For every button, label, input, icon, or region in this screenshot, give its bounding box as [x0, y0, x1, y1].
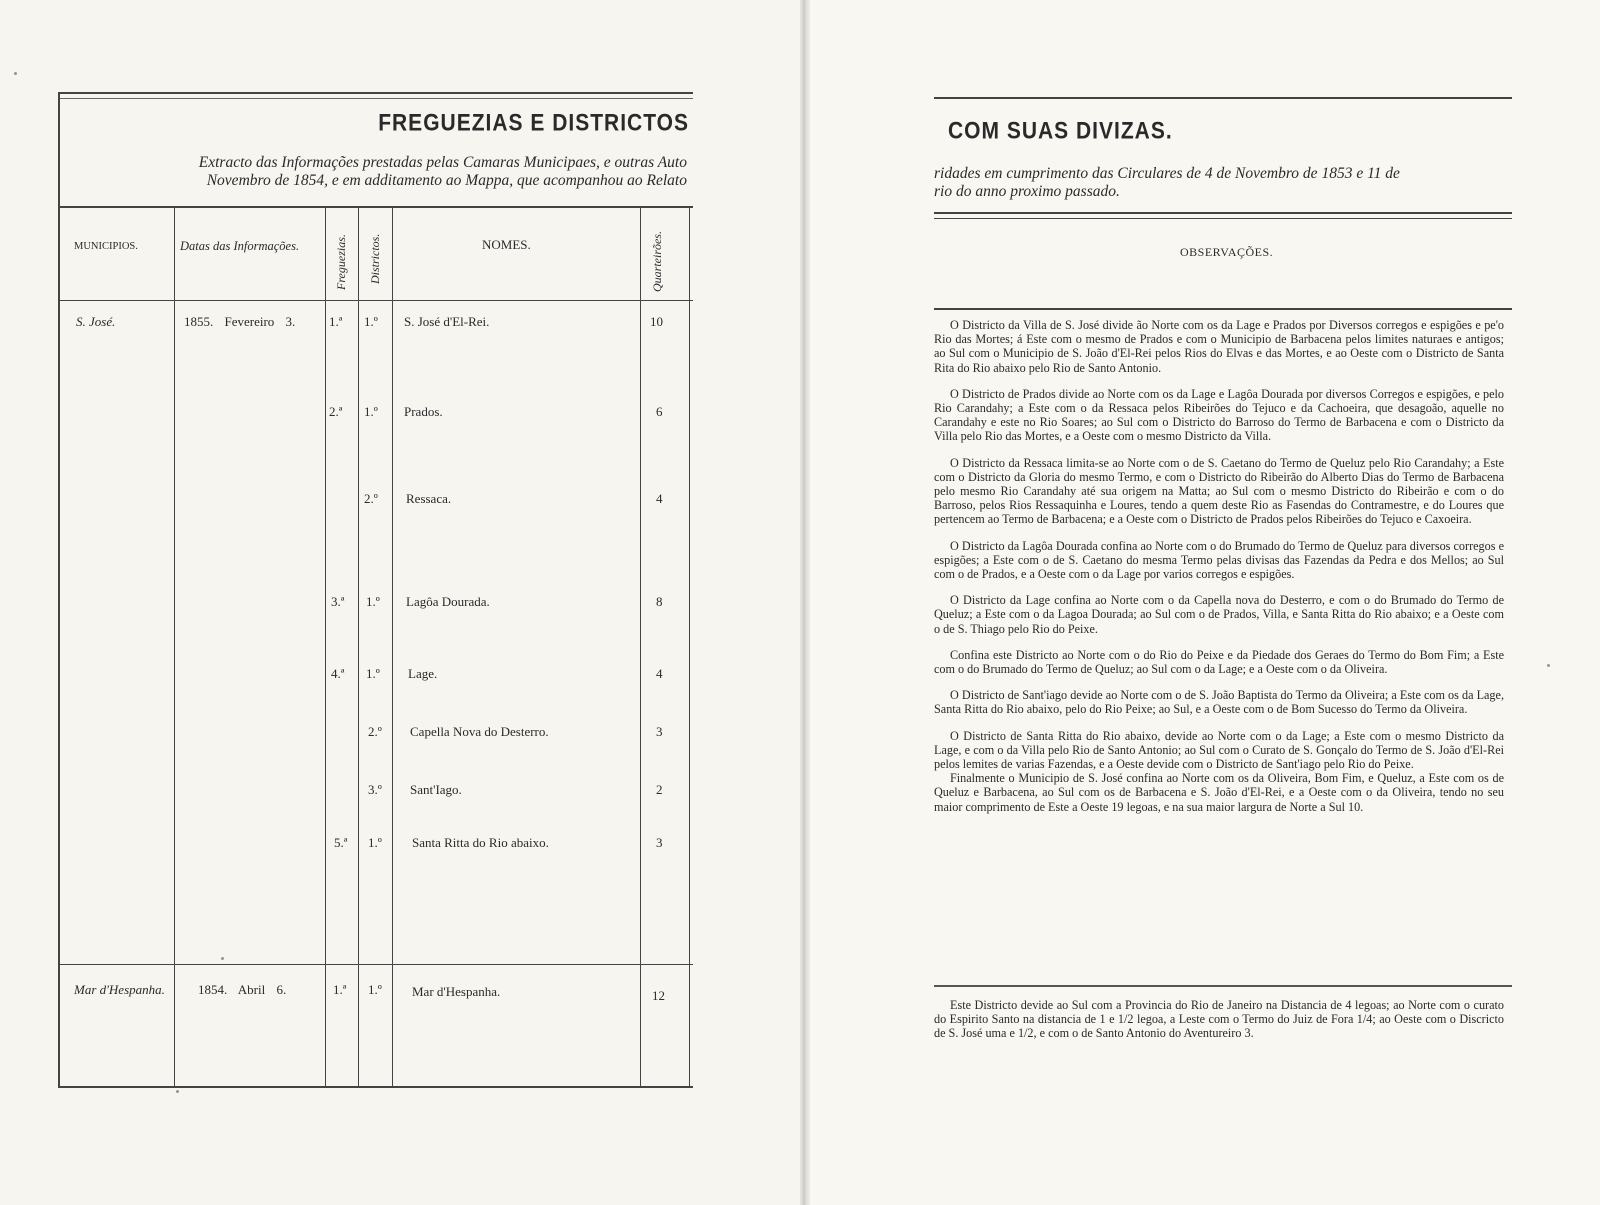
- right-header-bottom-rule: [934, 308, 1512, 310]
- ink-speck: [1547, 664, 1550, 667]
- header-districtos: Districtos.: [368, 233, 382, 284]
- cell-quarteiroes: 4: [656, 666, 663, 681]
- cell-freguezia: 1.ª: [333, 982, 347, 997]
- right-page-subtitle: [934, 165, 1400, 201]
- cell-nome: Mar d'Hespanha.: [412, 984, 501, 999]
- observacao-paragraph: Este Districto devide ao Sul com a Provincia do Rio de Janeiro na Distancia de 4 legoas; ao Norte com o curato do Espirito Santo na distancia de 1 e 1/2 legoa, a Leste com o Termo do Juiz de Fora 1/4; ao Oeste com o Discricto de S. José uma e 1/2, e com o de Santo Antonio do Aventureiro 3.: [934, 998, 1504, 1041]
- double-rule: [60, 98, 693, 99]
- observacao-paragraph: O Districto de Santa Ritta do Rio abaixo, devide ao Norte com o da Lage; a Este com o mesmo Districto da Lage, e com o da Villa pelo Rio de Santo Antonio; ao Sul com o Curato de S. Gonçalo do Termo de S. João d'El-Rei pelos lemites de varias Fazendas, e a Oeste devide com o Districto de Sant'iago pelo Rio do Peixe.: [934, 728, 1504, 772]
- cell-districto: 1.º: [366, 666, 380, 681]
- observacao-paragraph: O Districto da Villa de S. José divide ão Norte com os da Lage e Prados por Diversos corregos e espigões e pe'o Rio das Mortes; á Este com o mesmo de Prados e com o Municipio de Barbacena pelos limites naturaes e antigos; ao Sul com o Municipio de S. João d'El-Rei pelos Rios do Elvas e das Mortes, e ao Oeste com o Districto de Santa Rita do Rio abaixo pelo Rio de Santo Antonio.: [934, 318, 1504, 375]
- mar-hespanha-observacao: [934, 998, 1504, 1053]
- cell-quarteiroes: 3: [656, 835, 663, 850]
- cell-freguezia: 1.ª: [329, 314, 343, 329]
- freguezias-table: [58, 92, 693, 1088]
- cell-districto: 1.º: [368, 835, 382, 850]
- cell-quarteiroes: 3: [656, 724, 663, 739]
- observacoes-text: [934, 318, 1504, 826]
- col-divider: [640, 208, 641, 1086]
- cell-municipio: S. José.: [76, 314, 116, 329]
- cell-nome: S. José d'El-Rei.: [404, 314, 490, 329]
- book-gutter: [800, 0, 810, 1205]
- cell-nome: Capella Nova do Desterro.: [410, 724, 549, 739]
- observacao-paragraph: O Districto da Lage confina ao Norte com o da Capella nova do Desterro, e com o do Brumado do Termo de Queluz; a Este com o da Lagoa Dourada; ao Sul com o de Prados, Villa, e Santa Ritta do Rio abaixo; e a Oeste com o de S. Thiago pelo Rio do Peixe.: [934, 593, 1504, 636]
- cell-freguezia: 2.ª: [329, 404, 343, 419]
- observacao-paragraph: O Districto da Ressaca limita-se ao Norte com o de S. Caetano do Termo de Queluz pelo Rio Carandahy; a Este com o Districto da Gloria do mesmo Termo, e com o Districto do Ribeirão do Alberto Dias do Termo de Barbacena pelo mesmo Rio Carandahy até sua origem na Matta; ao Sul com o mesmo Districto do Ribeirão e com o do Barroso, pelos Rios Ressaquinha e Loures, tendo a quem deste Rio as Fasendas do Contramestre, e do Loures que pertencem ao Termo de Barbacena; e a Oeste com o Districto de Prados pelos Ribeirões do Tejuco e Caxoeira.: [934, 455, 1504, 527]
- observacao-paragraph: O Districto da Lagôa Dourada confina ao Norte com o do Brumado do Termo de Queluz para diversos corregos e espigões; a Este com o de S. Caetano do mesma Termo pelas divisas das Fazendas da Pedra e dos Mellos; ao Sul com o de Prados, e a Oeste com o da Lage por varios corregos e espigões.: [934, 538, 1504, 582]
- cell-quarteiroes: 12: [652, 988, 665, 1003]
- cell-municipio: Mar d'Hespanha.: [74, 982, 165, 997]
- cell-nome: Ressaca.: [406, 491, 452, 506]
- ink-speck: [14, 72, 17, 75]
- cell-districto: 1.º: [364, 314, 378, 329]
- header-bottom-rule: [60, 300, 693, 301]
- right-subtitle-line1: ridades em cumprimento das Circulares de 4 de Novembro de 1853 e 11 de: [934, 165, 1400, 182]
- cell-quarteiroes: 6: [656, 404, 663, 419]
- cell-districto: 1.º: [366, 594, 380, 609]
- ink-speck: [176, 1090, 179, 1093]
- observacao-paragraph: Finalmente o Municipio de S. José confina ao Norte com os da Oliveira, Bom Fim, e Queluz, a Este com os de Queluz e Barbacena, ao Sul com os de Barbacena e S. João d'El-Rei, e a Oeste com o da Oliveira, tendo no seu maior comprimento de Este a Oeste 19 legoas, e na sua maior largura de Norte a Sul 10.: [934, 771, 1504, 814]
- cell-data: 1855. Fevereiro 3.: [184, 314, 296, 329]
- cell-nome: Lage.: [408, 666, 438, 681]
- cell-quarteiroes: 4: [656, 491, 663, 506]
- right-header-rule: [934, 212, 1512, 214]
- cell-nome: Lagôa Dourada.: [406, 594, 490, 609]
- col-divider: [174, 208, 175, 1086]
- col-divider: [689, 208, 690, 1086]
- cell-freguezia: 3.ª: [331, 594, 345, 609]
- left-subtitle-line1: Extracto das Informações prestadas pelas Camaras Municipaes, e outras Auto: [198, 154, 687, 171]
- cell-freguezia: 5.ª: [334, 835, 348, 850]
- observacao-paragraph: Confina este Districto ao Norte com o do Rio do Peixe e da Piedade dos Geraes do Termo do Bom Fim; a Este com o do Brumado do Termo de Queluz; ao Sul com o da Lage; e a Oeste com o da Oliveira.: [934, 647, 1504, 677]
- cell-quarteiroes: 2: [656, 782, 663, 797]
- cell-data: 1854. Abril 6.: [198, 982, 287, 997]
- left-page-subtitle: [100, 154, 687, 190]
- header-top-rule: [60, 206, 693, 208]
- left-page-title: FREGUEZIAS E DISTRICTOS: [378, 110, 689, 137]
- observacao-paragraph: O Districto de Sant'iago devide ao Norte com o de S. João Baptista do Termo da Oliveira; a Este com os da Lage, Santa Ritta do Rio abaixo, pelo do Rio Peixe; ao Sul, e a Oeste com o de Bom Sucesso do Termo da Oliveira.: [934, 688, 1504, 717]
- right-header-rule: [934, 218, 1512, 219]
- observacao-paragraph: O Districto de Prados divide ao Norte com os da Lage e Lagôa Dourada por diversos Corregos e espigões, e pelo Rio Carandahy; a Este com o da Ressaca pelos Ribeirões do Tejuco e da Cachoeira, que desagoão, aquelle no Carandahy e este no Rio Soares; ao Sul com o Districto do Barroso do Termo de Barbacena e com o Districto da Villa pelo Rio das Mortes, e a Oeste com o mesmo Districto da Villa.: [934, 386, 1504, 444]
- cell-nome: Sant'Iago.: [410, 782, 462, 797]
- cell-districto: 2.º: [364, 491, 378, 506]
- header-quarteiroes: Quarteirões.: [650, 231, 664, 292]
- cell-districto: 2.º: [368, 724, 382, 739]
- cell-nome: Prados.: [404, 404, 443, 419]
- col-divider: [392, 208, 393, 1086]
- header-nomes: NOMES.: [482, 237, 531, 252]
- cell-quarteiroes: 10: [650, 314, 663, 329]
- left-subtitle-line2: Novembro de 1854, e em additamento ao Mappa, que acompanhou ao Relato: [206, 172, 687, 189]
- col-divider: [325, 208, 326, 1086]
- right-subtitle-line2: rio do anno proximo passado.: [934, 183, 1120, 200]
- header-freguezias: Freguezias.: [334, 234, 348, 290]
- cell-districto: 1.º: [364, 404, 378, 419]
- cell-districto: 1.º: [368, 982, 382, 997]
- observacoes-header: OBSERVAÇÕES.: [1180, 245, 1274, 259]
- cell-nome: Santa Ritta do Rio abaixo.: [412, 835, 549, 850]
- header-datas: Datas das Informações.: [180, 239, 300, 253]
- row-separator: [60, 964, 693, 965]
- right-top-rule: [934, 97, 1512, 99]
- col-divider: [358, 208, 359, 1086]
- right-page-title: COM SUAS DIVIZAS.: [948, 118, 1173, 145]
- cell-districto: 3.º: [368, 782, 382, 797]
- cell-quarteiroes: 8: [656, 594, 663, 609]
- cell-freguezia: 4.ª: [331, 666, 345, 681]
- header-municipios: MUNICIPIOS.: [74, 241, 138, 252]
- final-rule: [934, 985, 1512, 987]
